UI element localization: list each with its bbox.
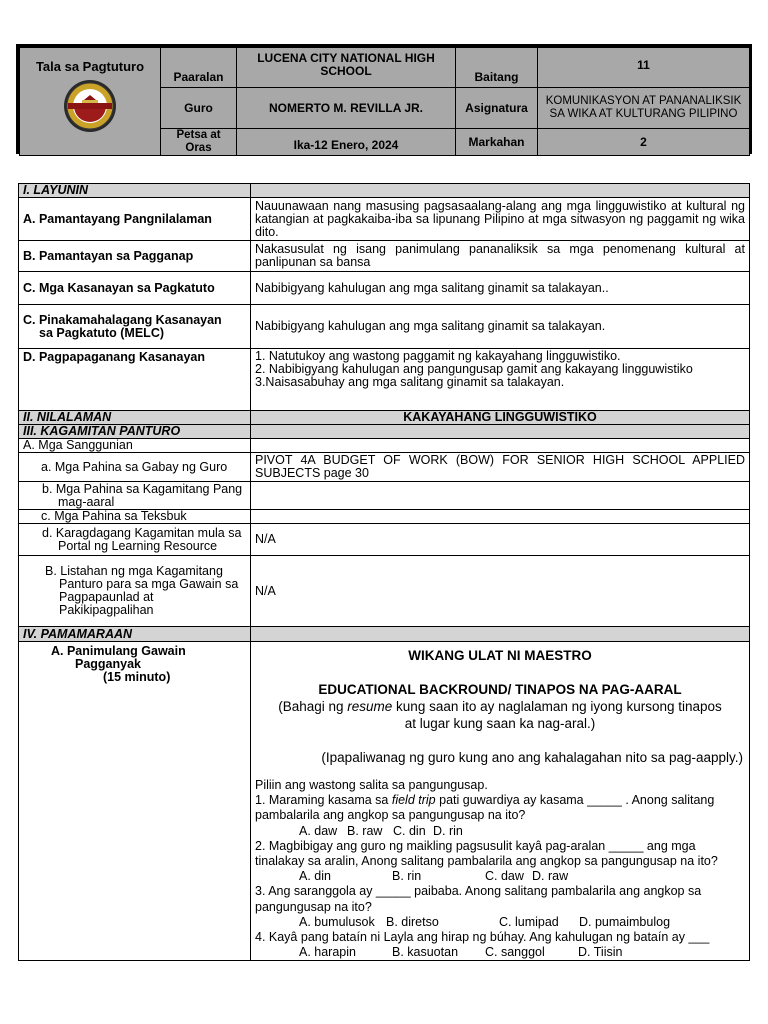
question-item: 4. Kayâ pang bataín ni Layla ang hirap ng búhay. Ang kahulugan ng bataín ay ___ (255, 930, 710, 945)
option: B. kasuotan (392, 945, 459, 960)
table-row (19, 349, 750, 411)
melc-label-line: sa Pagkatuto (MELC) (39, 325, 165, 340)
table-row (19, 198, 750, 241)
row-label: D. Pagpapaganang Kasanayan (19, 349, 251, 411)
row-label: b. Mga Pahina sa Kagamitang Pang mag-aaral (19, 482, 251, 510)
activity-label (19, 642, 251, 961)
option: A. din (299, 869, 331, 884)
table-row (19, 439, 750, 453)
section-heading: IV. PAMAMARAAN (19, 627, 251, 642)
table-row (19, 241, 750, 272)
table-row (19, 305, 750, 349)
option: C. lumipad (499, 914, 559, 929)
activity-title: A. Panimulang Gawain (51, 644, 186, 658)
table-row (19, 642, 750, 961)
row-label: B. Listahan ng mga Kagamitang Panturo para sa mga Gawain sa Pagpapaunlad at Pakikipagpalihan (19, 556, 251, 627)
grade-value: 11 (538, 48, 750, 88)
quarter-label: Markahan (456, 129, 538, 156)
question-item: 2. Magbibigay ang guro ng maikling pagsusulit kayâ pag-aralan _____ ang mga tinalakay sa aralin, Anong salitang pambalarila ang angkop sa pangungusap na ito? (255, 838, 718, 869)
option: D. pumaimbulog (579, 914, 671, 929)
activity-subheading: EDUCATIONAL BACKROUND/ TINAPOS NA PAG-AARAL (318, 682, 682, 697)
row-value: N/A (251, 556, 750, 627)
option: D. raw (532, 869, 569, 884)
row-label: B. Pamantayan sa Pagganap (19, 241, 251, 272)
row-label: d. Karagdagang Kagamitan mula sa Portal ng Learning Resource (19, 524, 251, 556)
grade-label: Baitang (456, 48, 538, 88)
activity-content (251, 642, 750, 961)
teacher-label: Guro (161, 88, 237, 129)
row-label (19, 305, 251, 349)
school-label: Paaralan (161, 48, 237, 88)
activity-sub: Pagganyak (75, 657, 142, 671)
table-row (19, 482, 750, 510)
list-item: 1. Natutukoy ang wastong paggamit ng kakayahang lingguwistiko. (255, 349, 621, 363)
table-row (19, 524, 750, 556)
table-row (19, 453, 750, 482)
row-label: A. Pamantayang Pangnilalaman (19, 198, 251, 241)
activity-description: (Bahagi ng resume kung saan ito ay naglalaman ng iyong kursong tinapos at lugar kung saan ka nag-aral.) (278, 699, 722, 731)
row-value: PIVOT 4A BUDGET OF WORK (BOW) FOR SENIOR HIGH SCHOOL APPLIED SUBJECTS page 30 (251, 453, 750, 482)
question-options (255, 945, 745, 960)
option: D. Tiisin (578, 945, 623, 960)
section-row-nilalaman (19, 411, 750, 425)
row-label: A. Mga Sanggunian (19, 439, 251, 453)
section-heading: I. LAYUNIN (19, 184, 251, 198)
date-value: Ika-12 Enero, 2024 (237, 129, 456, 156)
header-table (19, 47, 750, 156)
date-label: Petsa at Oras (161, 129, 237, 156)
option: D. rin (433, 823, 463, 838)
row-label: a. Mga Pahina sa Gabay ng Guro (19, 453, 251, 482)
option: C. daw (485, 869, 524, 884)
table-row (19, 556, 750, 627)
row-label: c. Mga Pahina sa Teksbuk (19, 510, 251, 524)
option: B. raw (347, 823, 383, 838)
activity-explanation: (Ipapaliwanag ng guro kung ano ang kahalagahan nito sa pag-aapply.) (321, 750, 743, 765)
question-options (255, 824, 745, 839)
school-seal-icon (63, 79, 117, 133)
brand-title: Tala sa Pagtuturo (35, 59, 145, 74)
header-brand-cell (20, 48, 161, 156)
table-row (19, 510, 750, 524)
lesson-plan-table (18, 183, 750, 961)
subject-label: Asignatura (456, 88, 538, 129)
section-heading: III. KAGAMITAN PANTURO (19, 425, 251, 439)
option: B. diretso (386, 914, 439, 929)
lesson-plan-header (16, 44, 752, 154)
list-item: 2. Nabibigyang kahulugan ang pangungusap gamit ang kakayang lingguwistiko (255, 362, 693, 376)
activity-time: (15 minuto) (103, 670, 171, 684)
list-item: 3.Naisasabuhay ang mga salitang ginamit sa talakayan. (255, 375, 565, 389)
section-row-layunin (19, 184, 750, 198)
option: C. sanggol (485, 945, 545, 960)
quarter-value: 2 (538, 129, 750, 156)
row-value: Nabibigyang kahulugan ang mga salitang ginamit sa talakayan. (251, 305, 750, 349)
subject-value: KOMUNIKASYON AT PANANALIKSIK SA WIKA AT KULTURANG PILIPINO (538, 88, 750, 129)
row-value (251, 349, 750, 411)
school-value: LUCENA CITY NATIONAL HIGH SCHOOL (237, 48, 456, 88)
row-value: N/A (251, 524, 750, 556)
instruction-text: Piliin ang wastong salita sa pangungusap. (255, 778, 488, 792)
row-value: Nakasusulat ng isang panimulang pananaliksik sa mga penomenang kultural at panlipunan sa bansa (251, 241, 750, 272)
option: C. din (393, 823, 426, 838)
melc-label-line: C. Pinakamahalagang Kasanayan (23, 312, 222, 327)
option: A. bumulusok (299, 914, 375, 929)
row-label: C. Mga Kasanayan sa Pagkatuto (19, 272, 251, 305)
row-value: Nauunawaan nang masusing pagsasaalang-alang ang mga lingguwistiko at kultural ng katangian at pagkakaiba-iba sa lipunang Pilipino at mga sitwasyon ng paggamit ng wika dito. (251, 198, 750, 241)
activity-heading: WIKANG ULAT NI MAESTRO (408, 648, 592, 663)
question-options (255, 869, 745, 884)
question-options (255, 915, 745, 930)
section-row-pamamaraan (19, 627, 750, 642)
option: A. daw (299, 823, 338, 838)
option: B. rin (392, 869, 422, 884)
section-value: KAKAYAHANG LINGGUWISTIKO (251, 411, 750, 425)
question-item: 3. Ang saranggola ay _____ paibaba. Anong salitang pambalarila ang angkop sa pangungusap na ito? (255, 884, 702, 914)
section-heading: II. NILALAMAN (19, 411, 251, 425)
row-value: Nabibigyang kahulugan ang mga salitang ginamit sa talakayan.. (251, 272, 750, 305)
table-row (19, 272, 750, 305)
question-item: 1. Maraming kasama sa field trip pati guwardiya ay kasama _____ . Anong salitang pambalarila ang angkop sa pangungusap na ito? (255, 793, 715, 823)
teacher-value: NOMERTO M. REVILLA JR. (237, 88, 456, 129)
section-row-kagamitan (19, 425, 750, 439)
option: A. harapin (299, 945, 356, 960)
